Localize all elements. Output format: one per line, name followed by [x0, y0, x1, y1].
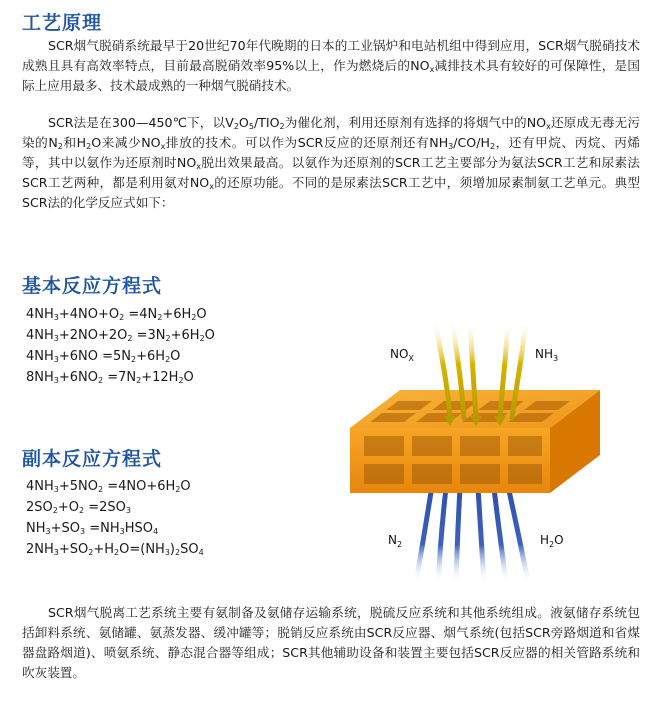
intro-paragraph-2: SCR法是在300—450℃下，以$V_2O_5/TIO_2$为催化剂，利用还原剂有选择的将烟气中的$NO_x$还原成无毒无污染的$N_2$和$H_2O$来减少$NO_x$排放的技术。可以作为SCR反应的还原剂还有$NH_3/CO/H_2$，还有甲烷、丙烷、丙烯等，其中以氨作为还原剂时$NO_x$脱出效果最高。以氨作为还原剂的SCR工艺主要部分为氨法SCR工艺和尿素法SCR工艺两种，都是利用氨对$NO_x$的还原功能。不同的是尿素法SCR工艺中，须增加尿素制氨工艺单元。典型SCR法的化学反应式如下： [22, 115, 641, 210]
summary-paragraph: SCR烟气脱离工艺系统主要有氨制备及氨储存运输系统，脱硫反应系统和其他系统组成。液氨储存系统包括卸料系统、氨储罐、氨蒸发器、缓冲罐等；脱销反应系统由SCR反应器、烟气系统(包括SCR旁路烟道和省煤器盘路烟道)、喷氨系统、静态混合器等组成；SCR其他辅助设备和装置主要包括SCR反应器的相关管路系统和吹灰装置。 [22, 605, 640, 680]
equation-2: $4NH_3+2NO+2O_2 =3N_2+6H_2O$ [26, 328, 215, 343]
intro-paragraph-1: SCR烟气脱硝系统最早于20世纪70年代晚期的日本的工业锅炉和电站机组中得到应用，SCR烟气脱硝技术成熟且具有高效率特点，目前最高脱硝效率95%以上，作为燃烧后的$NO_x$减排技术具有较好的可保障性，是国际上应用最多、技术最成熟的一种烟气脱硝技术。 [22, 38, 640, 93]
side-reaction-title: 副本反应方程式 [22, 448, 163, 470]
equation-1: $4NH_3+4NO+O_2 =4N_2+6H_2O$ [26, 307, 207, 322]
label-nox: $NO_X$ [390, 347, 414, 363]
basic-equation-list [26, 304, 215, 388]
side-equation-list [26, 476, 204, 560]
equation-2: $2SO_2+O_2 =2SO_3$ [26, 500, 131, 515]
label-n2: $N_2$ [388, 533, 403, 549]
equation-3: $4NH_3+6NO =5N_2+6H_2O$ [26, 349, 181, 364]
equation-4: $2NH_3+SO_2+H_2O=(NH_3)_2SO_4$ [26, 542, 204, 557]
label-nh3: $NH_3$ [535, 347, 559, 363]
section-title: 工艺原理 [22, 12, 103, 34]
scr-catalyst-diagram [330, 318, 630, 588]
label-nox-sub: X [408, 354, 414, 363]
equation-4: $8NH_3+6NO_2 =7N_2+12H_2O$ [26, 370, 194, 385]
label-h2o: $H_2O$ [540, 533, 564, 549]
basic-reaction-title: 基本反应方程式 [22, 275, 163, 297]
equation-1: $4NH_3+5NO_2 =4NO+6H_2O$ [26, 479, 191, 494]
equation-3: $NH_3+SO_3 =NH_3HSO_4$ [26, 521, 159, 536]
outflow-streams [416, 486, 528, 583]
